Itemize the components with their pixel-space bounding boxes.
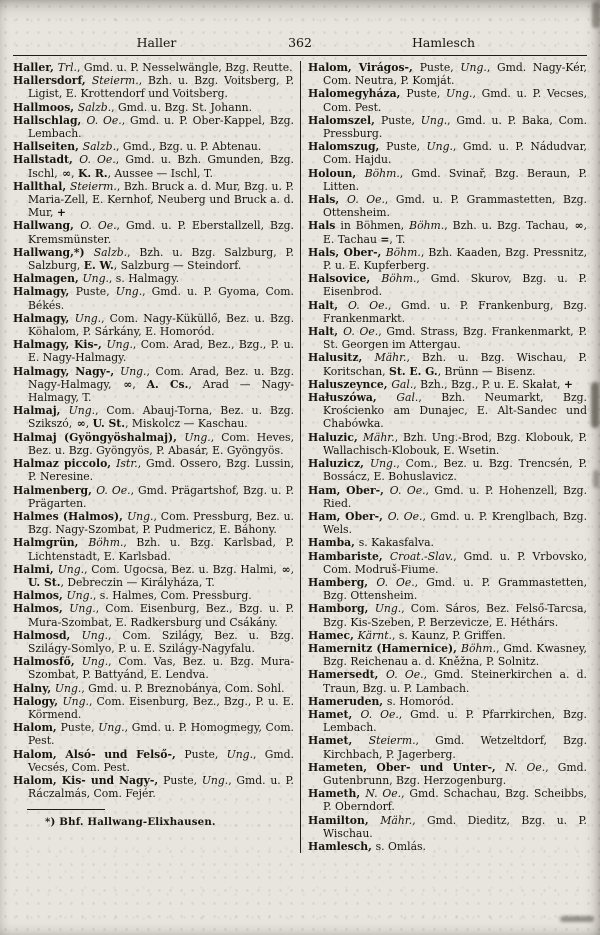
entry-text: Ham, Ober-,: [308, 509, 388, 523]
entry-text: , Com. Nagy-Küküllő, Bez. u. Bzg. Köhalom, P. Sárkány, E. Homoród.: [28, 311, 295, 339]
entry: [308, 87, 587, 113]
entry-text: , Gmd. Strass, Bzg. Frankenmarkt, P. St. Georgen im Attergau.: [323, 325, 587, 352]
entry: [13, 695, 294, 721]
entry-text: Salzb.: [82, 140, 117, 154]
entry-text: Puste,: [381, 113, 421, 127]
entry-text: Ung.: [184, 430, 211, 444]
entry-text: , Gmd. u. P. Grammastetten, Bzg. Ottensheim.: [323, 575, 587, 603]
entry-text: Mähr.: [380, 813, 413, 827]
entry-text: Puste,: [163, 773, 202, 787]
entry-text: Halmaj,: [13, 404, 69, 418]
entry-text: Istr.: [116, 457, 138, 471]
entry-text: Haluzic,: [308, 430, 363, 444]
entry-text: O. Oe.: [376, 575, 415, 589]
entry-text: s. Kakasfalva.: [358, 536, 434, 550]
entry-text: , Gmd. Schachau, Bzg. Scheibbs, P. Oberndorf.: [323, 787, 587, 814]
entry-text: Ung.: [81, 655, 109, 669]
entry-text: Ung.: [120, 364, 147, 378]
entry: [308, 629, 587, 642]
entry-text: , Com. Heves, Bez. u. Bzg. Gyöngyös, P. Abasár, E. Gyöngyös.: [28, 430, 295, 457]
entry-text: , Miskolcz — Kaschau.: [125, 417, 248, 431]
entry-text: , Com. Arad, Bez., Bzg., P. u. E. Nagy-Halmagy.: [28, 338, 294, 365]
entry-text: Halmagy, Kis-,: [13, 338, 107, 352]
entry-text: Puste,: [184, 747, 227, 761]
entry: [308, 668, 587, 694]
entry: [13, 563, 294, 589]
entry-text: Halmenberg,: [13, 483, 97, 497]
entry-text: Ung.: [62, 694, 89, 708]
left-column-entries: [13, 61, 294, 800]
entry-text: Holoun,: [308, 166, 365, 180]
entry-text: Croat.-Slav.: [389, 549, 454, 563]
header-rule: [13, 55, 587, 56]
entry-text: Halmi,: [13, 562, 58, 576]
entry-text: Halom, Kis- und Nagy-,: [13, 773, 164, 787]
entry: [308, 536, 587, 549]
entry-text: Halmos,: [13, 589, 67, 603]
entry-text: s. Homoród.: [386, 694, 454, 708]
entry-text: O. Oe.: [343, 325, 379, 339]
entry-text: , Gmd. Ossero, Bzg. Lussin, P. Neresine.: [28, 457, 294, 484]
entry-text: N. Oe.: [505, 760, 546, 774]
entry-text: A. Cs.: [146, 377, 189, 391]
entry: [308, 61, 587, 87]
entry-text: O. Oe.: [387, 509, 423, 523]
entry-text: Böhm.: [364, 166, 400, 180]
entry-text: , Bzh. u. Bzg. Salzburg, P. Salzburg,: [28, 245, 294, 273]
entry-text: E. W.: [83, 259, 114, 273]
entry: [13, 338, 294, 364]
entry-text: , s. Halmagy.: [108, 272, 180, 286]
entry-text: O. Oe.: [389, 483, 426, 497]
entry-text: , Salzburg — Steindorf.: [113, 259, 242, 273]
entry-text: , s. Kaunz, P. Griffen.: [391, 628, 506, 642]
entry-text: Hallthal,: [13, 179, 70, 193]
entry-text: ,: [132, 377, 147, 391]
entry-text: Halomegyháza,: [308, 87, 407, 101]
entry: [13, 272, 294, 285]
entry: [308, 378, 587, 391]
entry: [308, 550, 587, 576]
post-horn-icon: ∞: [123, 377, 132, 391]
footnote-rule: [27, 809, 105, 810]
entry-text: , Com. Vas, Bez. u. Bzg. Mura-Szombat, P. Battyánd, E. Lendva.: [28, 655, 294, 682]
entry: [13, 748, 294, 774]
entry: [13, 101, 294, 114]
right-column: [300, 61, 587, 853]
entry-text: Gal.: [396, 391, 419, 405]
cross-icon: +: [563, 377, 573, 391]
entry-text: Hamet,: [308, 707, 361, 721]
entry: [13, 484, 294, 510]
entry-text: , Gmd. Wetzeltdorf, Bzg. Kirchbach, P. Jagerberg.: [323, 734, 587, 761]
entry-text: Haller,: [13, 61, 58, 74]
right-column-entries: [308, 61, 587, 853]
entry-text: , Gmd. u. P. Ober-Kappel, Bzg. Lembach.: [28, 113, 294, 141]
entry-text: , Aussee — Ischl, T.: [107, 166, 213, 180]
entry-text: , Gmd. u. P. Vecses, Com. Pest.: [323, 87, 588, 114]
entry: [308, 695, 587, 708]
entry-text: Ham, Ober-,: [308, 483, 390, 497]
entry-text: Ung.: [426, 140, 453, 154]
entry-text: , Gmd. u. P. Baka, Com. Pressburg.: [323, 113, 587, 141]
entry-text: , Com. Eisenburg, Bez., Bzg., P. u. E. Körmend.: [28, 694, 294, 721]
entry-text: Hals: [308, 219, 336, 233]
entry-text: Böhm.: [409, 219, 445, 233]
entry-text: Böhm.: [461, 641, 497, 655]
cross-icon: +: [56, 206, 66, 220]
entry: [13, 510, 294, 536]
entry-text: Hamilton,: [308, 813, 381, 827]
entry-text: , Gmd. Nagy-Kér, Com. Neutra, P. Komját.: [323, 61, 587, 88]
entry-text: Steierm.: [368, 734, 416, 748]
entry-text: , Bzh. Ung.-Brod, Bzg. Klobouk, P. Wallachisch-Klobouk, E. Wsetin.: [323, 430, 587, 457]
entry-text: Hallwang,*): [13, 245, 94, 259]
entry: [308, 576, 587, 602]
entry-text: Böhm.: [88, 536, 124, 550]
entry-text: Ung.: [374, 602, 402, 616]
entry-text: Halom, Virágos-,: [308, 61, 420, 74]
entry-text: O. Oe.: [96, 483, 131, 497]
post-horn-icon: ∞: [281, 562, 290, 576]
entry-text: Halny,: [13, 681, 55, 695]
entry-text: St. E. G.: [389, 364, 438, 378]
entry-text: ,: [290, 562, 294, 576]
entry-text: O. Oe.: [386, 668, 424, 682]
entry-text: Halmagen,: [13, 272, 83, 286]
entry: [308, 114, 587, 140]
entry-text: O. Oe.: [348, 298, 388, 312]
entry-text: , Brünn — Bisenz.: [437, 364, 536, 378]
entry-text: , Bzh., Bzg., P. u. E. Skałat,: [413, 377, 564, 391]
entry: [13, 655, 294, 681]
entry: [13, 153, 294, 179]
entry: [308, 193, 587, 219]
entry-text: , Arad — Nagy-Halmagy, T.: [28, 377, 294, 405]
entry-text: , Gmd. Vecsés, Com. Pest.: [28, 747, 294, 774]
entry-text: , Com. Sáros, Bez. Felső-Tarcsa, Bzg. Kis-Szeben, P. Berzevicze, E. Héthárs.: [323, 602, 587, 629]
entry-text: Halt,: [308, 298, 349, 312]
entry-text: Hamborg,: [308, 602, 375, 616]
entry: [308, 219, 587, 245]
entry: [13, 365, 294, 405]
entry-text: U. St.: [28, 575, 61, 589]
entry: [308, 325, 587, 351]
entry-text: Ung.: [106, 338, 133, 352]
entry-text: Ung.: [54, 681, 82, 695]
entry-text: , Gmd. Steinerkirchen a. d. Traun, Bzg. u. P. Lambach.: [323, 668, 587, 695]
page-number: 362: [288, 35, 312, 50]
entry-text: Steierm.: [70, 179, 117, 193]
entry-text: Haluzicz,: [308, 457, 370, 471]
entry-text: , T.: [389, 232, 406, 246]
entry: [13, 114, 294, 140]
header-left-keyword: Haller: [136, 35, 177, 50]
entry-text: , Gmd. u. P. Homogmegy, Com. Pest.: [28, 721, 294, 748]
entry-text: , Gmd. Dieditz, Bzg. u. P. Wischau.: [323, 813, 587, 840]
entry: [308, 351, 587, 377]
entry-text: Halmaj (Gyöngyöshalmaj),: [13, 430, 185, 444]
entry-text: ,: [71, 166, 78, 180]
entry-text: , Com. Ugocsa, Bez. u. Bzg. Halmi,: [84, 562, 281, 576]
entry-text: Hallersdorf,: [13, 74, 92, 88]
entry-text: O. Oe.: [80, 219, 117, 233]
entry-text: Halusitz,: [308, 351, 375, 365]
entry-text: , Gmd. u. Bzh. Gmunden, Bzg. Ischl,: [28, 153, 294, 180]
entry-text: Hamec,: [308, 628, 358, 642]
entry-text: , Gmd. u. Bzg. St. Johann.: [111, 100, 253, 114]
entry-text: Ung.: [226, 747, 254, 761]
entry-text: Haluszeynce,: [308, 377, 392, 391]
entry-text: , s. Halmes, Com. Pressburg.: [92, 589, 252, 603]
post-horn-icon: ∞: [574, 219, 583, 233]
entry-text: K. R.: [78, 166, 108, 180]
entry-text: Hals, Ober-,: [308, 245, 386, 259]
entry-text: Ung.: [82, 272, 109, 286]
entry: [308, 431, 587, 457]
entry-text: , Gmd. u. P. Ráczalmás, Com. Fejér.: [28, 773, 294, 801]
header-right-keyword: Hamlesch: [411, 35, 476, 50]
entry: [308, 708, 587, 734]
entry-text: , Bzh. u. Bzg. Karlsbad, P. Lichtenstadt, E. Karlsbad.: [28, 536, 294, 563]
entry-text: , Gmd. u. P. Vrbovsko, Com. Modruš-Fiume.: [323, 549, 587, 576]
entry-text: , Gmd. u. P. Hohenzell, Bzg. Ried.: [323, 483, 587, 510]
entry: [308, 484, 587, 510]
entry-text: Ung.: [370, 457, 397, 471]
entry-text: Halmagy,: [13, 285, 76, 299]
entry-text: Ung.: [81, 628, 109, 642]
entry: [13, 219, 294, 245]
entry: [308, 457, 587, 483]
entry: [13, 312, 294, 338]
entry-text: Halmagy, Nagy-,: [13, 364, 121, 378]
entry-text: , Gmd. u. P. Pfarrkirchen, Bzg. Lembach.: [323, 707, 587, 735]
entry-text: Halom,: [13, 721, 61, 735]
entry-text: Halmaz piccolo,: [13, 457, 117, 471]
entry: [13, 457, 294, 483]
entry: [13, 629, 294, 655]
entry-text: O. Oe.: [86, 113, 122, 127]
entry-text: , Bzh. u. Bzg. Voitsberg, P. Ligist, E. Krottendorf und Voitsberg.: [28, 74, 295, 101]
entry: [308, 814, 587, 840]
entry-text: Hameten, Ober- und Unter-,: [308, 760, 506, 774]
entry-text: ,: [85, 417, 93, 431]
entry-text: Halmos,: [13, 602, 70, 616]
footnote: *) Bhf. Hallwang-Elixhausen.: [45, 816, 216, 829]
entry-text: Halom, Alsó- und Felső-,: [13, 747, 185, 761]
entry-text: Ung.: [460, 61, 487, 74]
entry-text: Ung.: [98, 721, 125, 735]
entry: [13, 285, 294, 311]
entry-text: Halsovice,: [308, 272, 382, 286]
entry-text: O. Oe.: [360, 707, 399, 721]
entry-text: , Com. Szilágy, Bez. u. Bzg. Szilágy-Somlyo, P. u. E. Szilágy-Nagyfalu.: [28, 628, 294, 655]
entry-text: Steierm.: [91, 74, 139, 88]
entry: [308, 787, 587, 813]
entry-text: Hałuszówa,: [308, 391, 397, 405]
entry: [308, 602, 587, 628]
entry-text: Halmosfő,: [13, 655, 82, 669]
entry-text: , Gmd. u. P. Gyoma, Com. Békés.: [28, 285, 294, 312]
entry-text: Halmosd,: [13, 628, 82, 642]
entry-text: , Com. Abauj-Torna, Bez. u. Bzg. Szikszó,: [28, 404, 294, 431]
entry-text: Ung.: [420, 113, 448, 127]
entry-text: , Bzh. Bruck a. d. Mur, Bzg. u. P. Maria-Zell, E. Kernhof, Neuberg und Bruck a. d. Mur,: [28, 179, 294, 220]
post-horn-icon: ∞: [76, 417, 85, 431]
entry-text: Mähr.: [362, 430, 395, 444]
entry-text: Ung.: [201, 773, 229, 787]
entry: [13, 61, 294, 74]
entry: [308, 167, 587, 193]
entry-text: Halomszug,: [308, 140, 387, 154]
entry: [308, 272, 587, 298]
entry: [13, 589, 294, 602]
columns: [13, 61, 587, 853]
entry: [13, 602, 294, 628]
entry-text: Hamet,: [308, 734, 369, 748]
entry-text: Hallstadt,: [13, 153, 80, 167]
entry-text: Halmgrün,: [13, 536, 89, 550]
entry-text: , Com. Arad, Bez. u. Bzg. Nagy-Halmagy,: [28, 364, 294, 391]
entry-text: Gal.: [391, 377, 414, 391]
scan-smudge: [560, 916, 594, 922]
entry-text: , Bzh. Kaaden, Bzg. Pressnitz, P. u. E. Kupferberg.: [323, 245, 588, 273]
entry-text: Halmagy,: [13, 311, 75, 325]
entry-text: Mähr.: [374, 351, 407, 365]
entry-text: , Bzh. Neumarkt, Bzg. Krościenko am Dunajec, E. Alt-Sandec und Chabówka.: [323, 391, 587, 431]
entry: [308, 391, 587, 431]
entry: [13, 180, 294, 220]
entry-text: , Gmd. u. P. Grammastetten, Bzg. Ottensheim.: [323, 193, 587, 220]
entry-text: Hamberg,: [308, 575, 377, 589]
entry-text: Puste,: [406, 87, 447, 101]
entry-text: , Gmd. u. P. Breznobánya, Com. Sohl.: [81, 681, 285, 695]
entry-text: Ung.: [115, 285, 143, 299]
entry-text: Hameruden,: [308, 694, 387, 708]
entry-text: Ung.: [68, 404, 96, 418]
entry: [308, 840, 587, 853]
entry: [308, 734, 587, 760]
entry-text: Puste,: [75, 285, 116, 299]
post-horn-icon: ∞: [62, 166, 71, 180]
entry-text: s. Omlás.: [375, 839, 426, 853]
entry-text: , Gmd. Svinař, Bzg. Beraun, P. Litten.: [323, 166, 587, 193]
entry-text: Trl.: [57, 61, 77, 74]
entry-text: , E. Tachau: [323, 219, 587, 246]
entry-text: Puste,: [386, 140, 427, 154]
entry-text: Hamba,: [308, 536, 359, 550]
entry-text: Halmes (Halmos),: [13, 509, 128, 523]
entry-text: Hambariste,: [308, 549, 390, 563]
entry-text: in Böhmen,: [335, 219, 410, 233]
entry: [13, 774, 294, 800]
entry: [308, 140, 587, 166]
entry-text: Hallschlag,: [13, 113, 87, 127]
entry-text: , Gmd. Prägartshof, Bzg. u. P. Prägarten.: [28, 483, 294, 510]
entry-text: Hamernitz (Hamernice),: [308, 641, 462, 655]
entry: [308, 246, 587, 272]
entry-text: N. Oe.: [365, 787, 402, 801]
entry-text: Halogy,: [13, 694, 63, 708]
entry: [308, 510, 587, 536]
entry-text: Halt,: [308, 325, 344, 339]
entry-text: Ung.: [446, 87, 473, 101]
entry: [308, 299, 587, 325]
entry-text: Kärnt.: [357, 628, 392, 642]
entry-text: , Com. Pressburg, Bez. u. Bzg. Nagy-Szombat, P. Pudmericz, E. Báhony.: [28, 509, 294, 537]
entry-text: Böhm.: [385, 245, 421, 259]
entry-text: Hallwang,: [13, 219, 81, 233]
entry-text: , Gmd. Kwasney, Bzg. Reichenau a. d. Kněžna, P. Solnitz.: [323, 641, 587, 669]
entry-text: , Gmd., Bzg. u. P. Abtenau.: [116, 140, 262, 154]
double-bar-icon: =: [380, 232, 390, 246]
entry-text: Hallseiten,: [13, 140, 83, 154]
entry-text: Ung.: [69, 602, 96, 616]
entry: [13, 404, 294, 430]
entry-text: Hamlesch,: [308, 839, 376, 853]
entry-text: , Com. Eisenburg, Bez., Bzg. u. P. Mura-Szombat, E. Radkersburg und Csákány.: [28, 602, 294, 629]
entry-text: , Com., Bez. u. Bzg. Trencsén, P. Bossácz, E. Bohuslavicz.: [323, 457, 587, 484]
entry-text: , Gmd. u. P. Frankenburg, Bzg. Frankenmarkt.: [323, 298, 587, 325]
entry-text: O. Oe.: [79, 153, 116, 167]
entry: [13, 431, 294, 457]
entry-text: U. St.: [92, 417, 126, 431]
entry-text: Ung.: [66, 589, 93, 603]
entry-text: Puste,: [60, 721, 99, 735]
entry-text: Böhm.: [381, 272, 417, 286]
entry-text: Halomszel,: [308, 113, 382, 127]
entry-text: Ung.: [57, 562, 85, 576]
entry-text: , Gmd. u. P. Nádudvar, Com. Hajdu.: [323, 140, 587, 167]
page-header: [13, 34, 587, 52]
entry: [13, 721, 294, 747]
entry-text: Salzb.: [93, 245, 128, 259]
entry-text: Hallmoos,: [13, 100, 78, 114]
left-column: [13, 61, 300, 853]
entry-text: , Gmd. u. P. Nesselwängle, Bzg. Reutte.: [76, 61, 293, 74]
entry: [13, 140, 294, 153]
entry-text: Salzb.: [77, 100, 112, 114]
entry: [308, 761, 587, 787]
entry-text: , Gmd. Gutenbrunn, Bzg. Herzogenburg.: [323, 760, 587, 787]
entry-text: , Bzh. u. Bzg. Wischau, P. Koritschan,: [323, 351, 588, 378]
entry: [13, 74, 294, 100]
entry: [13, 536, 294, 562]
entry-text: Ung.: [127, 509, 154, 523]
entry-text: Hals,: [308, 193, 348, 207]
entry-text: , Bzh. u. Bzg. Tachau,: [444, 219, 574, 233]
entry-text: Hamersedt,: [308, 668, 386, 682]
entry-text: , Gmd. u. P. Krenglbach, Bzg. Wels.: [323, 509, 588, 537]
entry-text: , Debreczin — Királyháza, T.: [60, 575, 215, 589]
entry: [308, 642, 587, 668]
entry-text: Puste,: [419, 61, 461, 74]
entry-text: , Gmd. Skurov, Bzg. u. P. Eisenbrod.: [323, 272, 587, 299]
entry-text: Hameth,: [308, 787, 366, 801]
entry: [13, 682, 294, 695]
entry-text: , Gmd. u. P. Eberstallzell, Bzg. Kremsmünster.: [28, 219, 294, 246]
entry-text: Ung.: [74, 311, 102, 325]
entry-text: O. Oe.: [347, 193, 385, 207]
entry: [13, 246, 294, 272]
